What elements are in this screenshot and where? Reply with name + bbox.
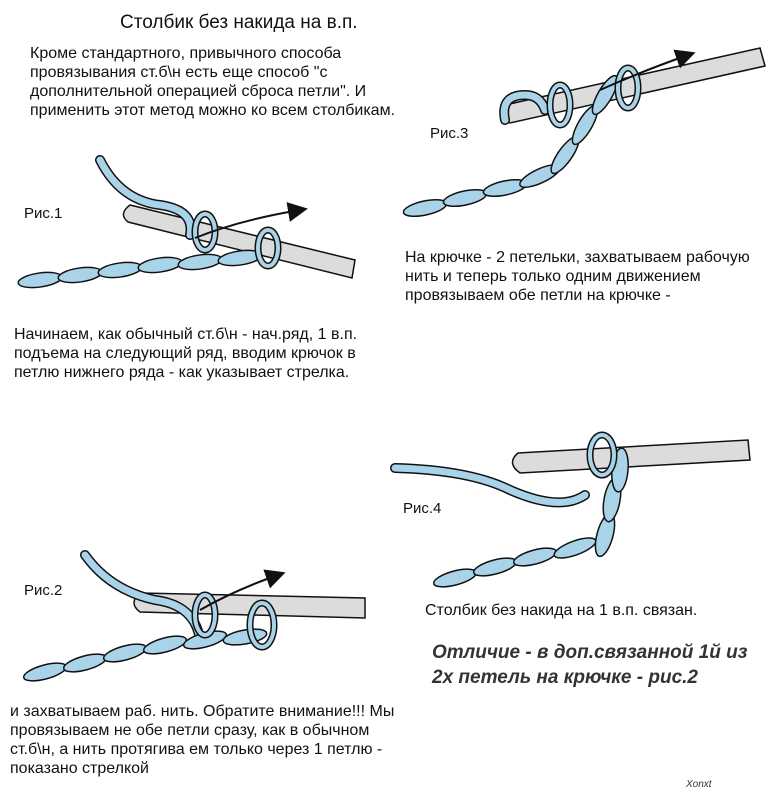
signature: Xonxt	[686, 779, 712, 790]
page-title: Столбик без накида на в.п.	[120, 12, 358, 33]
figure-3-label: Рис.3	[430, 125, 469, 142]
figure-2-label: Рис.2	[24, 582, 63, 599]
figure-1-caption: Начинаем, как обычный ст.б\н - нач.ряд, 1 в.п. подъема на следующий ряд, вводим крючок в петлю нижнего ряда - как указывает стрелка.	[14, 326, 358, 381]
figure-4-caption: Столбик без накида на 1 в.п. связан.	[425, 602, 698, 619]
figure-2-caption: и захватываем раб. нить. Обратите внимание!!! Мы провязываем не обе петли сразу, как в обычном ст.б\н, а нить протягива ем только через 1 петлю - показано стрелкой	[10, 703, 395, 777]
figure-3-caption: На крючке - 2 петельки, захватываем рабочую нить и теперь только одним движением провязываем обе петли на крючке -	[405, 249, 750, 304]
figure-4-hook	[512, 440, 750, 473]
highlight-note: Отличие - в доп.связанной 1й из 2х петель на крючке - рис.2	[432, 642, 748, 688]
figure-4-drawing	[395, 435, 750, 590]
figure-1-label: Рис.1	[24, 205, 63, 222]
figure-1-chain	[17, 248, 263, 290]
figure-2-chain	[22, 626, 268, 684]
figure-2-drawing	[22, 555, 365, 684]
figure-1-drawing	[17, 160, 355, 290]
intro-text: Кроме стандартного, привычного способа провязывания ст.б\н есть еще способ "с дополнительной операцией сброса петли". И применить этот метод можно ко всем столбикам.	[30, 45, 396, 119]
figure-4-label: Рис.4	[403, 500, 442, 517]
